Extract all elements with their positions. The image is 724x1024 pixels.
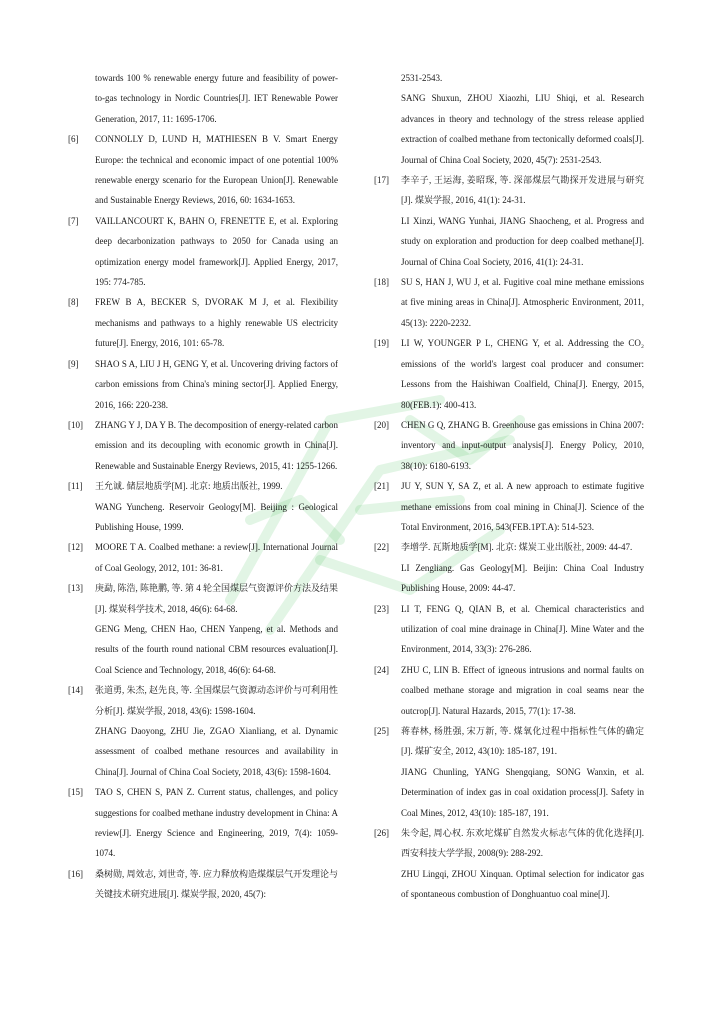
reference-text: 李增学. 瓦斯地质学[M]. 北京: 煤炭工业出版社, 2009: 44-47. xyxy=(401,542,633,553)
reference-text: SU S, HAN J, WU J, et al. Fugitive coal mine methane emissions at five mining areas in China[J]. Atmospheric Environment, 2011, 45(13): 2220-2232. xyxy=(401,277,644,328)
reference-number: [22] xyxy=(374,542,389,553)
reference-item xyxy=(68,68,338,129)
reference-item xyxy=(68,578,338,680)
reference-item xyxy=(374,68,644,170)
reference-number: [10] xyxy=(68,419,83,430)
reference-text: FREW B A, BECKER S, DVORAK M J, et al. Flexibility mechanisms and pathways to a highly renewable US electricity future[J]. Energy, 2016, 101: 65-78. xyxy=(95,297,338,349)
reference-item xyxy=(374,823,644,905)
reference-text: 庚勐, 陈浩, 陈艳鹏, 等. 第 4 轮全国煤层气资源评价方法及结果[J]. 煤炭科学技术, 2018, 46(6): 64-68. xyxy=(95,583,339,614)
reference-text: 王允诚. 储层地质学[M]. 北京: 地质出版社, 1999. xyxy=(95,481,283,492)
reference-text: ZHANG Daoyong, ZHU Jie, ZGAO Xianliang, et al. Dynamic assessment of coalbed methane resources and availability in China[J]. Journal of China Coal Society, 2018, 43(6): 1598-1604. xyxy=(95,726,338,777)
reference-item xyxy=(374,537,644,598)
reference-item xyxy=(68,211,338,293)
reference-item xyxy=(374,333,644,415)
reference-text: LI Zengliang. Gas Geology[M]. Beijin: China Coal Industry Publishing House, 2009: 44-47. xyxy=(401,562,644,594)
reference-text: SHAO S A, LIU J H, GENG Y, et al. Uncovering driving factors of carbon emissions from China's mining sector[J]. Applied Energy, 2016, 166: 220-238. xyxy=(95,358,338,410)
reference-number: [9] xyxy=(68,358,79,369)
reference-item xyxy=(374,415,644,476)
reference-item xyxy=(68,864,338,905)
reference-text: CONNOLLY D, LUND H, MATHIESEN B V. Smart Energy Europe: the technical and economic impact of one potential 100% renewable energy scenario for the European Union[J]. Renewable and Sustainable Energy Reviews, 2016, 60: 1634-1653. xyxy=(95,134,338,206)
reference-number: [23] xyxy=(374,603,389,614)
reference-text: 朱令起, 周心权. 东欢坨煤矿自然发火标志气体的优化选择[J]. 西安科技大学学报, 2008(9): 288-292. xyxy=(401,828,644,859)
reference-item xyxy=(68,680,338,782)
reference-text: LI Xinzi, WANG Yunhai, JIANG Shaocheng, et al. Progress and study on exploration and production for deep coalbed methane[J]. Journal of China Coal Society, 2016, 41(1): 24-31. xyxy=(401,215,644,267)
reference-number: [26] xyxy=(374,828,389,839)
reference-text: 张道勇, 朱杰, 赵先良, 等. 全国煤层气资源动态评价与可利用性分析[J]. 煤炭学报, 2018, 43(6): 1598-1604. xyxy=(95,685,339,716)
reference-text: WANG Yuncheng. Reservoir Geology[M]. Beijing : Geological Publishing House, 1999. xyxy=(95,501,338,532)
reference-text: JIANG Chunling, YANG Shengqiang, SONG Wanxin, et al. Determination of index gas in coal oxidation process[J]. Safety in Coal Mines, 2012, 43(10): 185-187, 191. xyxy=(401,766,644,818)
reference-text: 李辛子, 王运海, 姜昭琛, 等. 深部煤层气勘探开发进展与研究[J]. 煤炭学报, 2016, 41(1): 24-31. xyxy=(401,175,644,206)
reference-text: LI W, YOUNGER P L, CHENG Y, et al. Addressing the CO₂ emissions of the world's largest coal producer and consumer: Lessons from the Haishiwan Coalfield, China[J]. Energy, 2015, 80(FEB.1): 400-413. xyxy=(401,338,644,410)
reference-item xyxy=(68,292,338,353)
reference-text: ZHU C, LIN B. Effect of igneous intrusions and normal faults on coalbed methane storage and migration in coal seams near the outcrop[J]. Natural Hazards, 2015, 77(1): 17-38. xyxy=(401,664,644,716)
reference-text: JU Y, SUN Y, SA Z, et al. A new approach to estimate fugitive methane emissions from coal mining in China[J]. Science of the Total Environment, 2016, 543(FEB.1PT.A): 514-523. xyxy=(401,481,644,532)
reference-item xyxy=(68,354,338,415)
reference-number: [15] xyxy=(68,787,83,798)
reference-text: ZHANG Y J, DA Y B. The decomposition of energy-related carbon emission and its decoupling with economic growth in China[J]. Renewable and Sustainable Energy Reviews, 2015, 41: 1255-1266. xyxy=(95,419,338,471)
reference-item xyxy=(374,599,644,660)
reference-text: 桑树勋, 周效志, 刘世奇, 等. 应力释放构造煤煤层气开发理论与关键技术研究进展[J]. 煤炭学报, 2020, 45(7): xyxy=(95,868,339,900)
reference-number: [17] xyxy=(374,175,389,186)
reference-text: 蒋春林, 杨胜强, 宋万新, 等. 煤氧化过程中指标性气体的确定[J]. 煤矿安全, 2012, 43(10): 185-187, 191. xyxy=(401,726,644,757)
reference-number: [12] xyxy=(68,542,83,553)
reference-text: VAILLANCOURT K, BAHN O, FRENETTE E, et al. Exploring deep decarbonization pathways to 2050 for Canada using an optimization energy model framework[J]. Applied Energy, 2017, 195: 774-785. xyxy=(95,215,338,288)
reference-number: [8] xyxy=(68,297,79,308)
reference-text: CHEN G Q, ZHANG B. Greenhouse gas emissions in China 2007: inventory and input-output analysis[J]. Energy Policy, 2010, 38(10): 6180-6193. xyxy=(401,419,644,471)
reference-number: [21] xyxy=(374,481,389,492)
reference-item xyxy=(68,129,338,211)
reference-text: MOORE T A. Coalbed methane: a review[J]. International Journal of Coal Geology, 2012, 101: 36-81. xyxy=(95,542,338,573)
reference-number: [25] xyxy=(374,726,389,736)
reference-item xyxy=(68,476,338,537)
reference-number: [20] xyxy=(374,419,389,430)
reference-number: [18] xyxy=(374,277,389,288)
reference-item xyxy=(374,660,644,721)
reference-text: towards 100 % renewable energy future and feasibility of power-to-gas technology in Nordic Countries[J]. IET Renewable Power Generation, 2017, 11: 1695-1706. xyxy=(95,73,338,124)
reference-item xyxy=(68,415,338,476)
reference-item xyxy=(374,170,644,272)
reference-number: [24] xyxy=(374,664,389,675)
reference-number: [14] xyxy=(68,685,83,696)
reference-number: [13] xyxy=(68,583,83,594)
reference-text: ZHU Lingqi, ZHOU Xinquan. Optimal selection for indicator gas of spontaneous combustion of Donghuantuo coal mine[J]. xyxy=(401,868,644,900)
reference-text: SANG Shuxun, ZHOU Xiaozhi, LIU Shiqi, et al. Research advances in theory and technology of the stress release applied extraction of coalbed methane from tectonically deformed coals[J]. Journal of China Coal Society, 2020, 45(7): 2531-2543. xyxy=(401,93,644,165)
reference-item xyxy=(374,272,644,333)
reference-item xyxy=(68,537,338,578)
reference-number: [11] xyxy=(68,481,83,492)
reference-number: [7] xyxy=(68,215,79,226)
left-column xyxy=(68,68,338,905)
reference-text: 2531-2543. xyxy=(401,73,443,83)
reference-text: LI T, FENG Q, QIAN B, et al. Chemical characteristics and utilization of coal mine drainage in China[J]. Mine Water and the Environment, 2014, 33(3): 276-286. xyxy=(401,603,644,655)
reference-text: GENG Meng, CHEN Hao, CHEN Yanpeng, et al. Methods and results of the fourth round national CBM resources evaluation[J]. Coal Science and Technology, 2018, 46(6): 64-68. xyxy=(95,623,338,675)
reference-number: [16] xyxy=(68,868,83,879)
reference-number: [19] xyxy=(374,338,389,349)
reference-item xyxy=(374,721,644,823)
reference-number: [6] xyxy=(68,134,79,145)
reference-item xyxy=(374,476,644,537)
reference-item xyxy=(68,782,338,864)
reference-text: TAO S, CHEN S, PAN Z. Current status, challenges, and policy suggestions for coalbed methane industry development in China: A review[J]. Energy Science and Engineering, 2019, 7(4): 1059-1074. xyxy=(95,787,338,859)
right-column xyxy=(374,68,644,905)
